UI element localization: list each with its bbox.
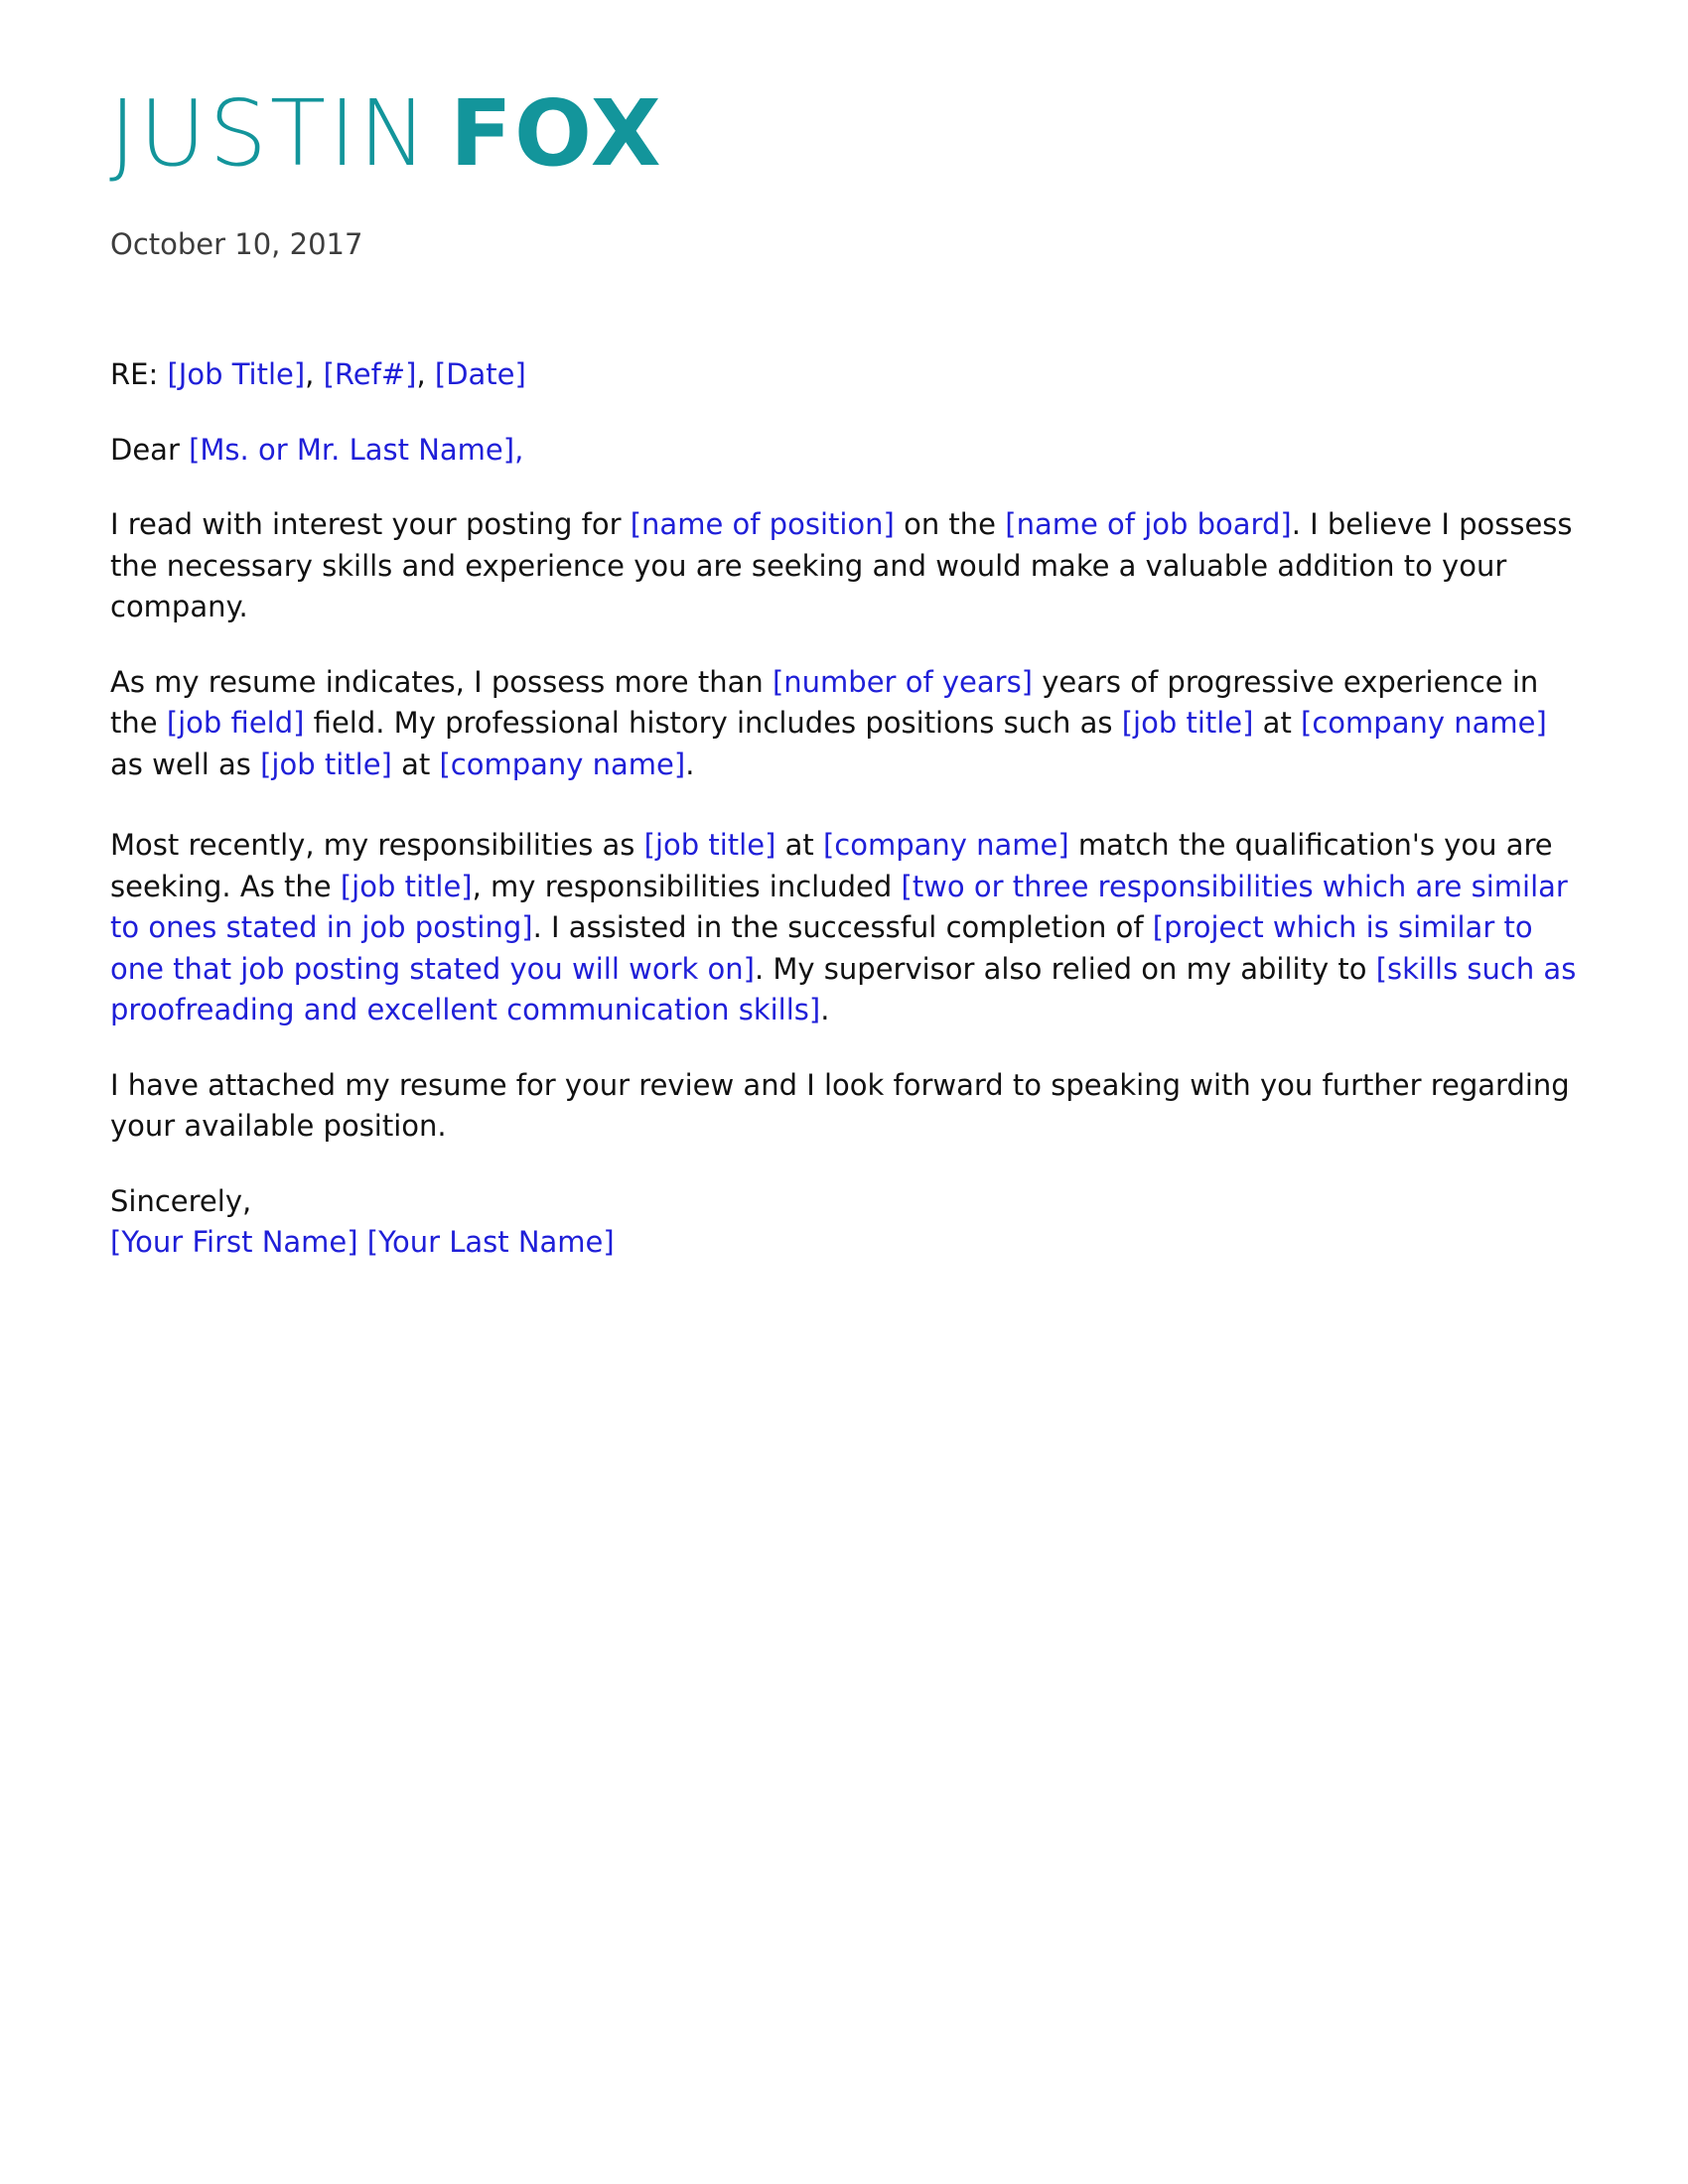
text-run: As my resume indicates, I possess more than: [110, 664, 773, 699]
re-separator: ,: [416, 357, 435, 391]
closing-text: Sincerely,: [110, 1183, 252, 1218]
placeholder-recipient-name: [Ms. or Mr. Last Name],: [189, 432, 524, 467]
text-run: . I assisted in the successful completion of: [532, 910, 1153, 944]
placeholder-job-title: [job title]: [260, 747, 392, 781]
letter-body: [110, 354, 1580, 1264]
paragraph-closing: I have attached my resume for your review and I look forward to speaking with you further regarding your available position.: [110, 1067, 1570, 1143]
placeholder-job-title: [job title]: [340, 869, 473, 903]
text-run: .: [820, 993, 830, 1026]
placeholder-company-name: [company name]: [822, 828, 1069, 862]
placeholder-responsibilities: [two or three responsibilities which are similar to ones stated in job posting]: [110, 869, 1568, 944]
paragraph-intro: [110, 504, 1580, 628]
placeholder-years: [number of years]: [772, 664, 1033, 699]
placeholder-job-title: [job title]: [1121, 706, 1254, 740]
placeholder-job-field: [job field]: [166, 706, 305, 740]
placeholder-job-title: [job title]: [643, 828, 776, 862]
placeholder-company-name: [company name]: [1301, 706, 1547, 740]
placeholder-position: [name of position]: [630, 507, 895, 541]
letter-date: October 10, 2017: [110, 227, 363, 261]
paragraph-experience: [110, 662, 1580, 786]
text-run: as well as: [110, 747, 261, 781]
placeholder-job-title: [Job Title]: [167, 357, 306, 391]
placeholder-job-board: [name of job board]: [1005, 507, 1292, 541]
text-run: at: [391, 747, 440, 781]
re-line: [110, 354, 1580, 396]
placeholder-signature: [Your First Name] [Your Last Name]: [110, 1225, 615, 1259]
text-run: years of progressive experience in the: [110, 664, 1539, 740]
placeholder-company-name: [company name]: [439, 747, 686, 781]
text-run: field. My professional history includes positions such as: [304, 706, 1122, 740]
placeholder-date: [Date]: [434, 357, 526, 391]
paragraph-responsibilities: [110, 825, 1580, 1031]
text-run: , my responsibilities included: [472, 869, 902, 903]
text-run: at: [775, 828, 823, 862]
closing-block: [110, 1181, 1580, 1264]
salutation: [110, 430, 1580, 472]
text-run: Most recently, my responsibilities as: [110, 828, 644, 862]
text-run: match the qualification's you are seeking. As the: [110, 828, 1553, 903]
placeholder-skills: [skills such as proofreading and excellent communication skills]: [110, 951, 1577, 1026]
re-separator: ,: [305, 357, 324, 391]
text-run: I read with interest your posting for: [110, 507, 631, 541]
salutation-prefix: Dear: [110, 432, 190, 467]
first-name: JUSTIN: [109, 80, 431, 187]
text-run: . My supervisor also relied on my ability to: [754, 951, 1376, 986]
placeholder-project: [project which is similar to one that job posting stated you will work on]: [110, 910, 1533, 986]
letterhead-name: [109, 79, 663, 189]
text-run: .: [685, 747, 695, 781]
text-run: on the: [894, 507, 1006, 541]
text-run: at: [1253, 706, 1302, 740]
re-label: RE:: [110, 357, 168, 391]
last-name: FOX: [450, 80, 663, 187]
placeholder-ref: [Ref#]: [323, 357, 417, 391]
text-run: . I believe I possess the necessary skills and experience you are seeking and would make a valuable addition to your company.: [110, 507, 1573, 623]
